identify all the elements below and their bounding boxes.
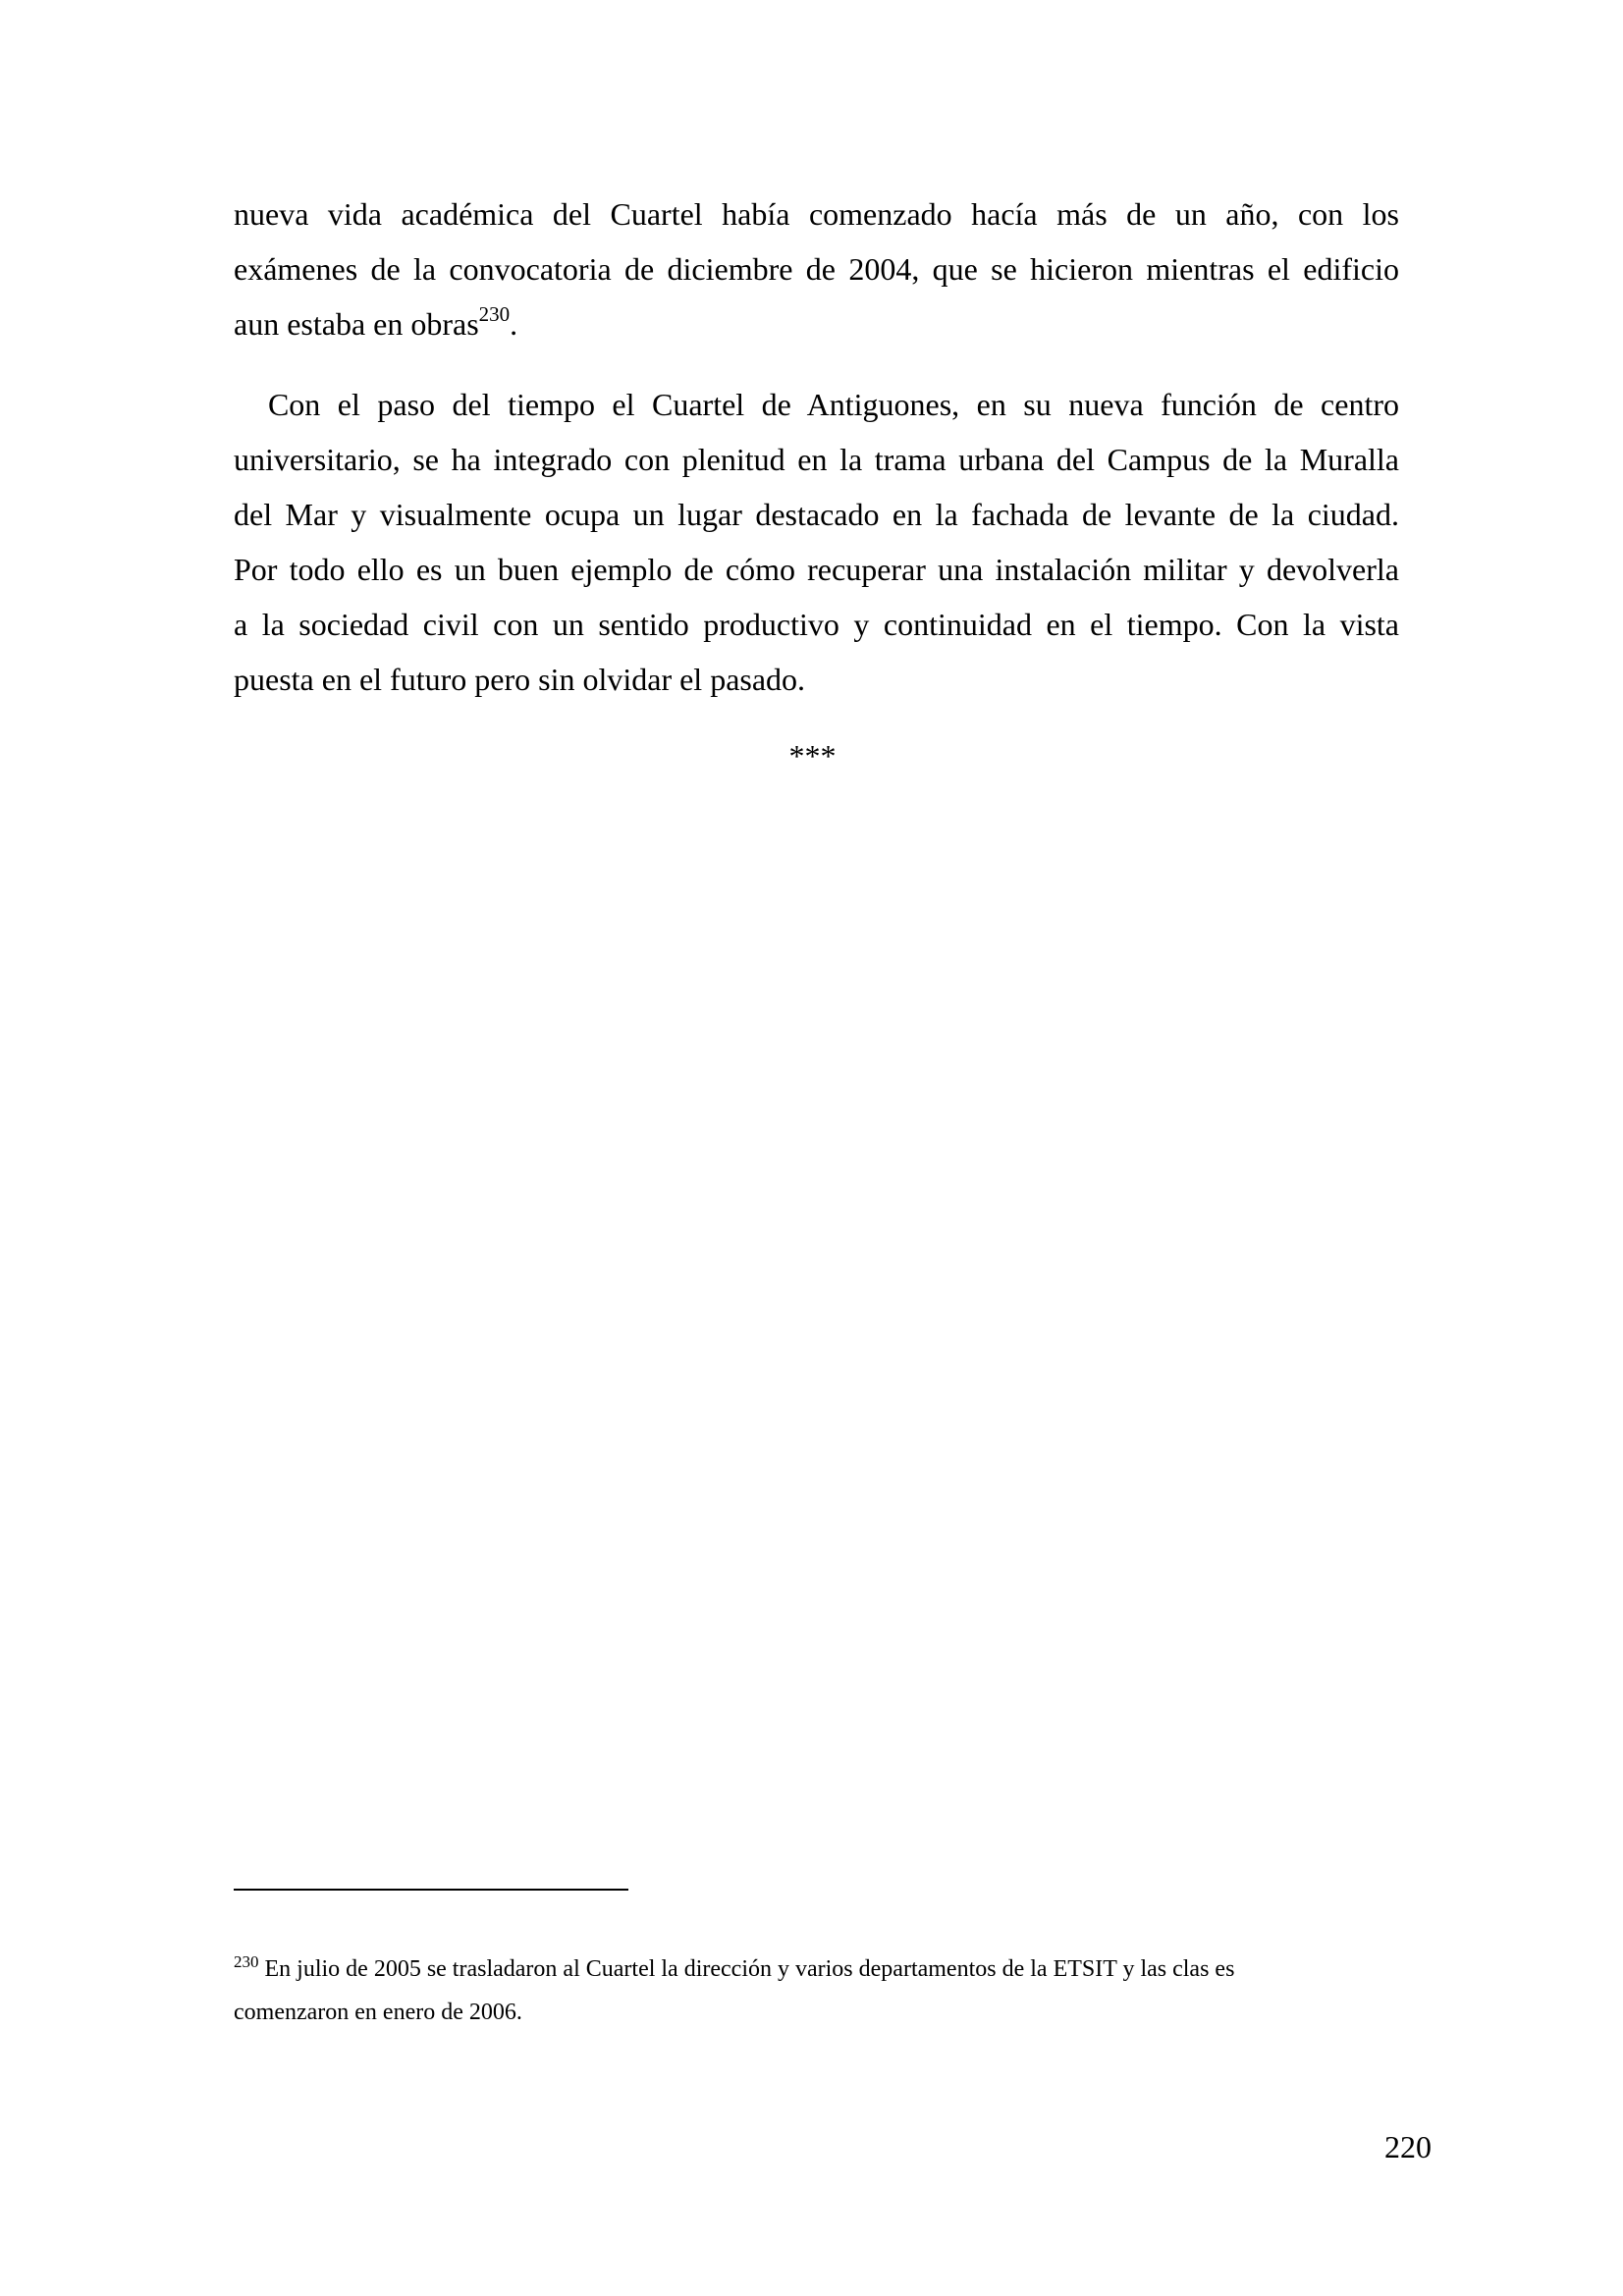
paragraph-2-line-3: del Mar y visualmente ocupa un lugar destacado en la fachada de levante de la ciudad. (234, 497, 1399, 532)
paragraph-2-line-2: universitario, se ha integrado con plenitud en la trama urbana del Campus de la Muralla (234, 442, 1399, 477)
footnote-line-1-text: En julio de 2005 se trasladaron al Cuartel la dirección y varios departamentos de la ETSIT y las clas es (258, 1956, 1235, 1982)
paragraph-1-line-2: exámenes de la convocatoria de diciembre de 2004, que se hicieron mientras el edificio (234, 251, 1399, 287)
footnote-number: 230 (234, 1952, 259, 1971)
footnote-230 (234, 1948, 1399, 2034)
paragraph-2-line-4: Por todo ello es un buen ejemplo de cómo recuperar una instalación militar y devolverla (234, 552, 1399, 587)
footnote-reference[interactable]: 230 (478, 302, 511, 326)
paragraph-1-line-3 (234, 296, 1399, 351)
footnote-line-1 (234, 1948, 1399, 1991)
section-separator-text: *** (788, 738, 837, 774)
paragraph-1-line-3-text: aun estaba en obras (234, 306, 479, 342)
paragraph-1-end-punctuation: . (510, 306, 518, 342)
paragraph-2-line-5: a la sociedad civil con un sentido productivo y continuidad en el tiempo. Con la vista (234, 607, 1399, 642)
paragraph-1-line-1: nueva vida académica del Cuartel había comenzado hacía más de un año, con los (234, 196, 1399, 232)
footnote-line-2: comenzaron en enero de 2006. (234, 2000, 522, 2025)
paragraph-2-line-1: Con el paso del tiempo el Cuartel de Antiguones, en su nueva función de centro (234, 387, 1399, 422)
footnote-divider (234, 1889, 628, 1891)
paragraph-2 (234, 377, 1399, 707)
paragraph-1 (234, 187, 1399, 351)
section-separator (0, 728, 1623, 783)
page-number: 220 (1384, 2129, 1432, 2164)
paragraph-2-line-6: puesta en el futuro pero sin olvidar el pasado. (234, 662, 806, 697)
